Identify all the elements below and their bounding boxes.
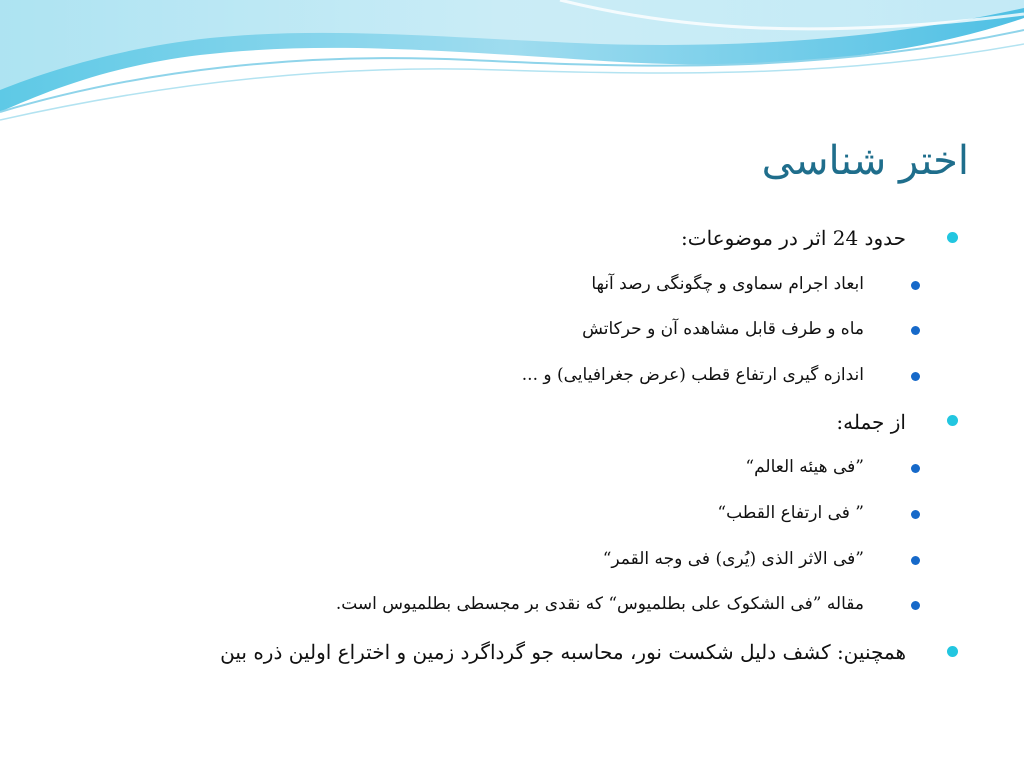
bullet-level2-icon: [911, 372, 920, 381]
list-item: مقاله ”فی الشکوک علی بطلمیوس“ که نقدی بر مجسطی بطلمیوس است.: [335, 594, 864, 614]
slide-title: اختر شناسی: [761, 138, 969, 184]
bullet-level1-icon: [947, 415, 958, 426]
bullet-level2-icon: [911, 464, 920, 473]
list-item: اندازه گیری ارتفاع قطب (عرض جغرافیایی) و ...: [521, 365, 864, 385]
list-item: ماه و طرف قابل مشاهده آن و حرکاتش: [582, 319, 864, 339]
bullet-level1-icon: [947, 232, 958, 243]
list-item: از جمله:: [836, 410, 906, 434]
bullet-level2-icon: [911, 281, 920, 290]
list-item: ”فی الاثر الذی (یُری) فی وجه القمر“: [602, 549, 864, 569]
list-item: همچنین: کشف دلیل شکست نور، محاسبه جو گرداگرد زمین و اختراع اولین ذره بین: [220, 640, 906, 664]
bullet-level2-icon: [911, 510, 920, 519]
list-item: ” فی ارتفاع القطب“: [717, 503, 864, 523]
bullet-level2-icon: [911, 556, 920, 565]
bullet-level2-icon: [911, 326, 920, 335]
list-item: ”فی هیئه العالم“: [745, 457, 864, 477]
bullet-level2-icon: [911, 601, 920, 610]
bullet-level1-icon: [947, 646, 958, 657]
list-item: ابعاد اجرام سماوی و چگونگی رصد آنها: [591, 274, 864, 294]
list-item: حدود 24 اثر در موضوعات:: [681, 226, 906, 250]
